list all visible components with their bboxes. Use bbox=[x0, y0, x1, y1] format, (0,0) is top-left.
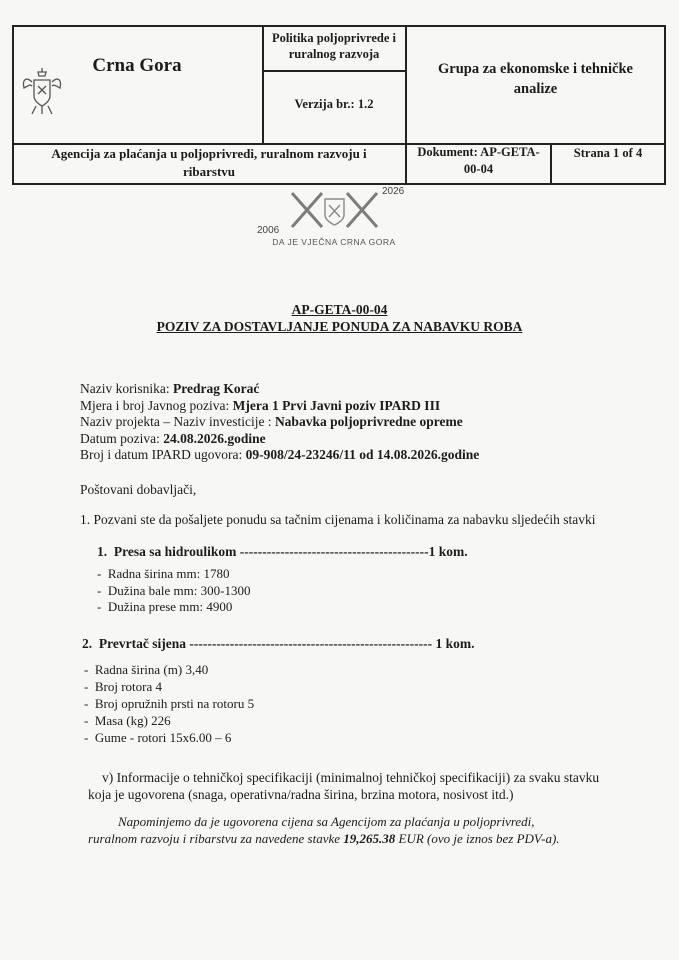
intro-paragraph: 1. Pozvani ste da pošaljete ponudu sa tačnim cijenama i količinama za nabavku sljedećih stavki bbox=[80, 512, 596, 527]
detail-label: Broj i datum IPARD ugovora: bbox=[80, 447, 246, 462]
detail-label: Mjera i broj Javnog poziva: bbox=[80, 398, 233, 413]
detail-label: Naziv projekta – Naziv investicije : bbox=[80, 414, 275, 429]
detail-value: Mjera 1 Prvi Javni poziv IPARD III bbox=[232, 398, 441, 413]
detail-line-beneficiary bbox=[80, 381, 259, 397]
spec-text: Broj rotora 4 bbox=[94, 679, 162, 694]
agency-line-1: Agencija za plaćanja u poljoprivredi, ruralnom razvoju i bbox=[51, 146, 367, 161]
policy-line-1: Politika poljoprivrede i bbox=[271, 31, 397, 45]
detail-line-date bbox=[80, 431, 266, 447]
info-line-2: koja je ugovorena (snaga, operativna/radna širina, brzina motora, nosivost itd.) bbox=[88, 787, 514, 802]
page-number: Strana 1 of 4 bbox=[573, 146, 643, 160]
detail-line-measure bbox=[80, 398, 440, 414]
item-1-heading bbox=[97, 544, 468, 560]
list-item: - Broj rotora 4 bbox=[84, 679, 162, 694]
country-name: Crna Gora bbox=[92, 55, 182, 76]
group-line-1: Grupa za ekonomske i tehničke bbox=[438, 61, 633, 77]
document-header-table bbox=[12, 25, 666, 185]
list-item: - Dužina bale mm: 300-1300 bbox=[97, 583, 251, 598]
greeting: Poštovani dobavljači, bbox=[80, 482, 197, 497]
policy-line-2: ruralnog razvoja bbox=[288, 47, 380, 61]
list-item: - Gume - rotori 15x6.00 – 6 bbox=[84, 730, 232, 745]
spec-text: Dužina bale mm: 300-1300 bbox=[107, 583, 251, 598]
document-code bbox=[407, 144, 550, 178]
list-item: - Dužina prese mm: 4900 bbox=[97, 599, 233, 614]
note-text: EUR (ovo je iznos bez PDV-a). bbox=[395, 831, 560, 846]
list-item: - Broj opružnih prsti na rotoru 5 bbox=[84, 696, 255, 711]
spec-text: Radna širina (m) 3,40 bbox=[94, 662, 209, 677]
price-note-line-2 bbox=[88, 831, 560, 847]
logo-slogan: DA JE VJEČNA CRNA GORA bbox=[272, 237, 396, 247]
detail-value: 24.08.2026.godine bbox=[163, 431, 266, 446]
page-title: POZIV ZA DOSTAVLJANJE PONUDA ZA NABAVKU ROBA bbox=[156, 319, 523, 334]
price-note-line-1: Napominjemo da je ugovorena cijena sa Agencijom za plaćanja u poljoprivredi, bbox=[118, 814, 535, 829]
item-line: Prevrtač sijena ------------------------------------------------------ 1 kom. bbox=[98, 636, 475, 651]
spec-text: Gume - rotori 15x6.00 – 6 bbox=[94, 730, 232, 745]
group-line-2: analize bbox=[513, 81, 558, 97]
agency-name bbox=[14, 145, 404, 181]
note-text: ruralnom razvoju i ribarstvu za navedene stavke bbox=[88, 831, 344, 846]
document-code-title: AP-GETA-00-04 bbox=[291, 302, 388, 317]
spec-text: Masa (kg) 226 bbox=[94, 713, 171, 728]
list-item: - Radna širina mm: 1780 bbox=[97, 566, 230, 581]
logo-year-end: 2026 bbox=[382, 186, 405, 197]
item-2-heading bbox=[82, 636, 474, 652]
policy-title bbox=[264, 30, 404, 62]
info-line-1: v) Informacije o tehničkoj specifikaciji (minimalnoj tehničkoj specifikaciji) za svaku stavku bbox=[102, 770, 600, 785]
item-number: 1. bbox=[97, 544, 108, 559]
detail-value: Nabavka poljoprivredne opreme bbox=[274, 414, 463, 429]
table-border-top bbox=[12, 25, 666, 27]
detail-label: Datum poziva: bbox=[80, 431, 164, 446]
document-line-2: 00-04 bbox=[463, 162, 494, 176]
detail-value: Predrag Korać bbox=[172, 381, 260, 396]
table-cell-divider bbox=[262, 70, 405, 72]
detail-value: 09-908/24-23246/11 od 14.08.2026.godine bbox=[245, 447, 480, 462]
document-line-1: Dokument: AP-GETA- bbox=[417, 145, 540, 159]
detail-label: Naziv korisnika: bbox=[80, 381, 173, 396]
item-line: Presa sa hidroulikom ------------------------------------------1 kom. bbox=[113, 544, 468, 559]
anniversary-logo-icon bbox=[252, 185, 417, 247]
spec-text: Radna širina mm: 1780 bbox=[107, 566, 230, 581]
price-amount: 19,265.38 bbox=[343, 831, 396, 846]
spec-text: Broj opružnih prsti na rotoru 5 bbox=[94, 696, 255, 711]
agency-line-2: ribarstvu bbox=[183, 164, 235, 179]
group-name bbox=[407, 59, 664, 99]
table-border-right bbox=[664, 25, 666, 185]
logo-year-start: 2006 bbox=[257, 225, 280, 236]
list-item: - Radna širina (m) 3,40 bbox=[84, 662, 209, 677]
item-number: 2. bbox=[82, 636, 93, 651]
spec-text: Dužina prese mm: 4900 bbox=[107, 599, 233, 614]
detail-line-contract bbox=[80, 447, 479, 463]
list-item: - Masa (kg) 226 bbox=[84, 713, 171, 728]
coat-of-arms-icon bbox=[20, 66, 64, 118]
detail-line-project bbox=[80, 414, 463, 430]
version-label: Verzija br.: 1.2 bbox=[294, 97, 374, 111]
